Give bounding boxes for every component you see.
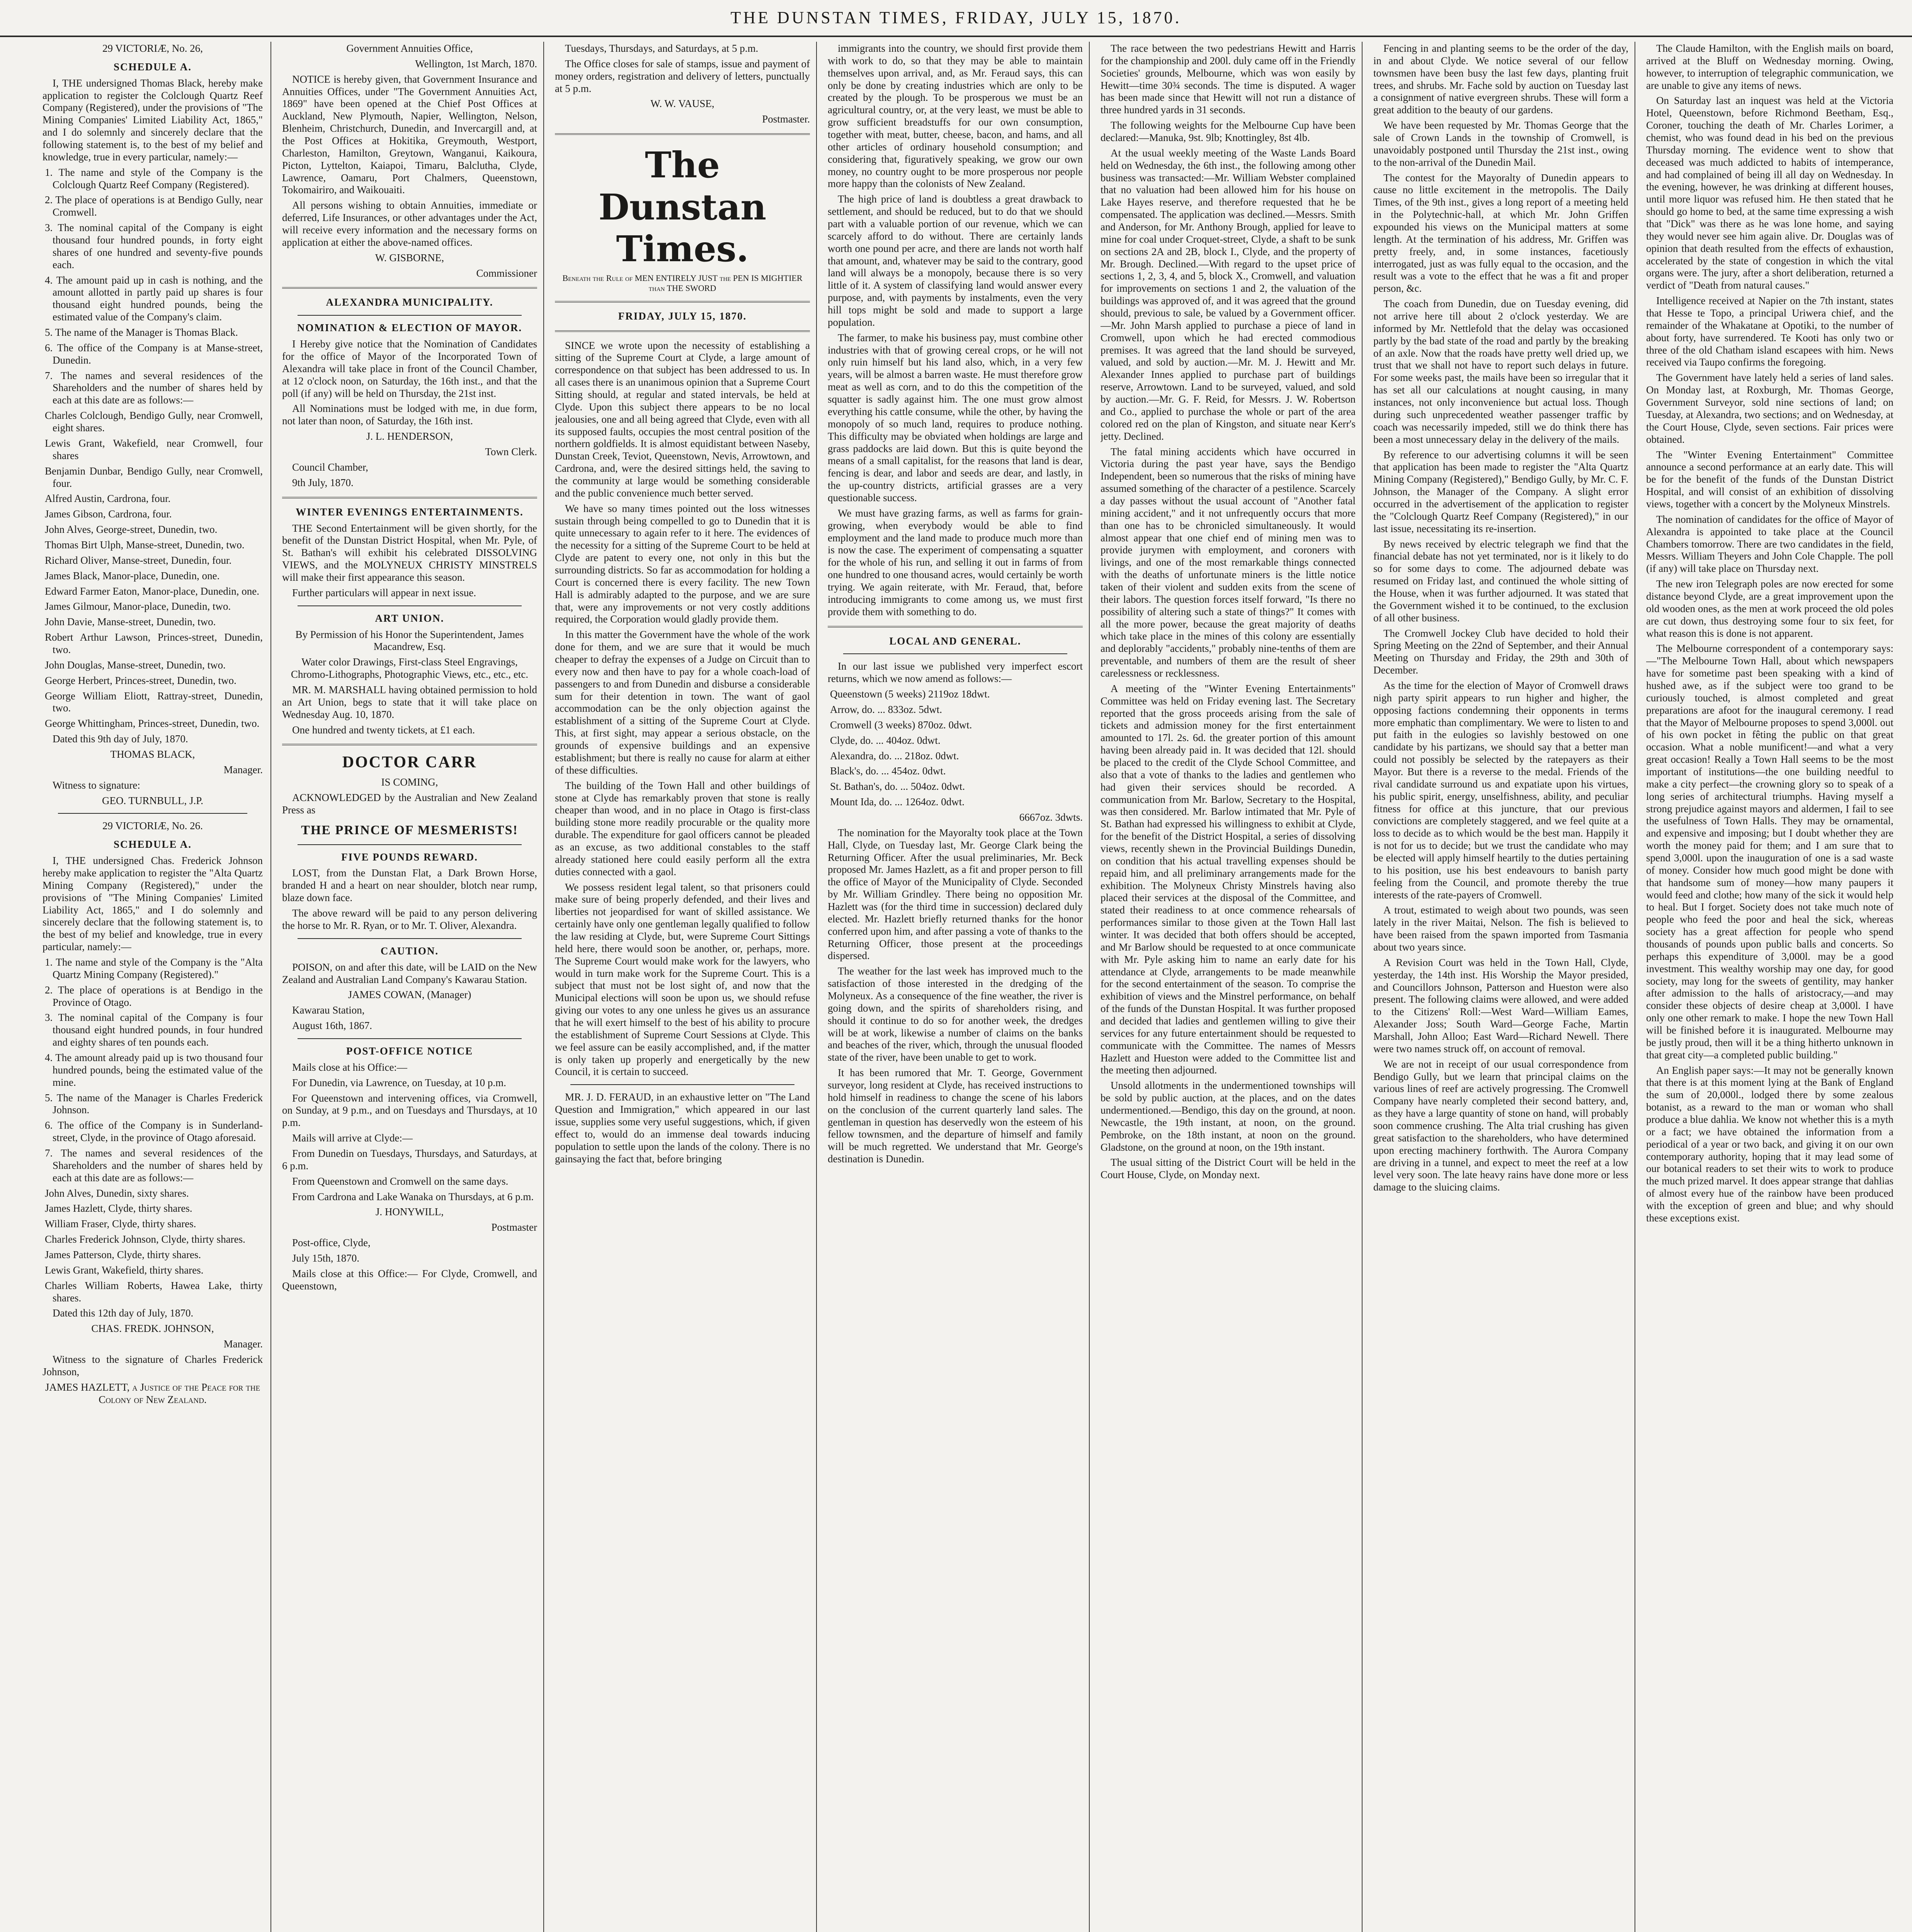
notice-body: Mails will arrive at Clyde:—: [292, 1132, 413, 1144]
escort-row: Clyde, do. ... 404oz. 0dwt.: [830, 734, 941, 746]
article-paragraph: At the usual weekly meeting of the Waste Lands Board held on Wednesday, the 6th inst., the following among other business was transacted:—Mr. William Webster complained that no valuation had been allowed him for his house on Lake Hayes reserve, and therefore requested that he be compensated. The application was declined.—Messrs. Smith and Anderson, for Mr. Anthony Brough, applied for leave to mine for coal under Croquet-street, Clyde, a shaft to be sunk on sections 2A and 2B, block I., Clyde, and the property of Mr. Brough. Declined.—With regard to the upset price of sections 1, 2, 3, 4, and 5, block X., Cromwell, and valuation for improvements on sections 1 and 2, the valuation of the buildings was approved of, and it was agreed that the ground should, previous to sale, be valued by a Government officer.—Mr. John Marsh applied to purchase a piece of land in Cromwell, upon which he had erected commodious premises. It was agreed that the land should be surveyed, valued, and sold by auction.—Mr. M. J. Hewitt and Mr. Alexander Innes applied to purchase part of buildings reserve, Arrowtown. Land to be surveyed, valued, and sold by auction.—Mr. G. F. Reid, for Messrs. J. W. Robertson and Co., applied to purchase the whole or part of the area colored red on the plan of Kingston, and situate near Kerr's jetty. Declined.: [1101, 147, 1356, 442]
column-3: [555, 43, 810, 1932]
article-paragraph: We are not in receipt of our usual correspondence from Bendigo Gully, but we learn that principal claims on the various lines of reef are actively progressing. The Cromwell Company have nearly completed their second battery, and, as they have a large quantity of stone on hand, will probably soon commence crushing. The Alta trial crushing has given great satisfaction to the shareholders, who have determined upon erecting machinery forthwith. The Aurora Company are driving in a tunnel, and expect to meet the reef at a low level very soon. The late heavy rains have done more or less damage to the sluicing claims.: [1373, 1058, 1628, 1193]
divider: [282, 744, 537, 745]
article-paragraph: The fatal mining accidents which have occurred in Victoria during the past year have, says the Bendigo Independent, been so numerous that the risks of mining have assumed something of the character of a pestilence. Scarcely a day passes without the usual account of "Another fatal mining accident," and it not unfrequently occurs that more than one has to be chronicled simultaneously. It would almost appear that one chief end of mining men was to provide jurymen with employment, and coroners with livings, and one of the most remarkable things connected with the deaths of unfortunate miners is the little notice taken of their violent and sudden exits from the scene of their labors. The question forces itself forward, "Is there no possibility of altering such a state of things?" It comes with all the more power, because the great majority of deaths which take place in the mines of this colony are essentially and deplorably "accidents," probably nine-tenths of them are preventable, and numbers of them are the result of sheer carelessness or recklessness.: [1101, 446, 1356, 679]
notice-body: LOST, from the Dunstan Flat, a Dark Brown Horse, branded H and a heart on near shoulder, blotch near rump, blaze down face.: [282, 867, 537, 904]
act-item: 1. The name and style of the Company is the "Alta Quartz Mining Company (Registered).": [45, 956, 263, 980]
shareholder: William Fraser, Clyde, thirty shares.: [45, 1218, 196, 1230]
shareholder: James Hazlett, Clyde, thirty shares.: [45, 1202, 192, 1214]
notice-body: From Queenstown and Cromwell on the same days.: [292, 1175, 509, 1187]
article-paragraph: By news received by electric telegraph we find that the financial debate has not yet terminated, nor is it likely to do so for some days to come. The adjourned debate was resumed on Friday last, and continued the whole sitting of the House, when it was further adjourned. It was stated that the Government wished it to be continued, to the exclusion of all other business.: [1373, 538, 1628, 624]
shareholder: James Gibson, Cardrona, four.: [45, 508, 172, 520]
notice-place: Post-office, Clyde,: [292, 1237, 371, 1249]
article-paragraph: The "Winter Evening Entertainment" Committee announce a second performance at an early date. This will be for the benefit of the funds of the Dunstan District Hospital, and will consist of an exhibition of dissolving views, together with a concert by the Molyneux Minstrels.: [1646, 449, 1893, 510]
shareholder: Richard Oliver, Manse-street, Dunedin, four.: [45, 554, 232, 566]
notice-body: From Dunedin on Tuesdays, Thursdays, and Saturdays, at 6 p.m.: [282, 1147, 537, 1172]
notice-date: 9th July, 1870.: [292, 476, 354, 488]
leader-paragraph: SINCE we wrote upon the necessity of establishing a sitting of the Supreme Court at Clyde, a large amount of correspondence on that subject has been addressed to us. In all cases there is an unanimous opinion that a Supreme Court Sitting should, at regular and stated intervals, be held at Clyde. Upon this subject there appears to be no local jealousies, one and all being agreed that Clyde, even with all its supposed faults, occupies the most central position of the northern goldfields. It is almost equidistant between Naseby, Dunstan Creek, Teviot, Queenstown, Nevis, Arrowtown, and Cardrona, and, were the desired sittings held, the saving to the community at large would be something considerable and the public convenience much better served.: [555, 339, 810, 499]
notice-body: For Queenstown and intervening offices, via Cromwell, on Sunday, at 9 p.m., and on Tuesdays and Thursdays, at 10 p.m.: [282, 1092, 537, 1129]
escort-row: St. Bathan's, do. ... 504oz. 0dwt.: [830, 781, 965, 793]
article-paragraph: The high price of land is doubtless a great drawback to settlement, and should be reduced, but to do that we should part with a valuable portion of our revenue, which we can scarcely afford to do without. There are certainly lands worth one pound per acre, and there are lands not worth half that amount, and, whatever may be said to the contrary, good land will always be a monopoly, because there is so very little of it. A system of classifying land would answer every purpose, and, with payments by instalments, even the very hill tops might be sold and made to support a large population.: [828, 193, 1083, 328]
divider: [828, 626, 1083, 628]
notice-heading: CAUTION.: [380, 945, 439, 957]
shareholder: James Black, Manor-place, Dunedin, one.: [45, 570, 220, 582]
column-2: [282, 43, 537, 1932]
shareholder: James Gilmour, Manor-place, Dunedin, two.: [45, 600, 231, 612]
shareholder: Thomas Birt Ulph, Manse-street, Dunedin, two.: [45, 539, 245, 551]
escort-total: 6667oz. 3dwts.: [1019, 811, 1083, 823]
shareholder: John Alves, Dunedin, sixty shares.: [45, 1187, 189, 1199]
shareholder: John Davie, Manse-street, Dunedin, two.: [45, 616, 216, 628]
article-paragraph: immigrants into the country, we should first provide them with work to do, so that they may be able to maintain themselves upon arrival, and, as Mr. Feraud says, this can only be done by creating industries which are only to be created by the plough. To be prosperous we must be an agricultural country, or, at the very least, we must be able to grow sufficient breadstuffs for our own consumption, together with meat, butter, cheese, bacon, and hams, and all other articles of ordinary household consumption; and considering that, figuratively speaking, we grow our own money, no country ought to be more prosperous nor people more happy than the colonists of New Zealand.: [828, 43, 1083, 190]
shareholder: Lewis Grant, Wakefield, thirty shares.: [45, 1264, 204, 1276]
article-paragraph: It has been rumored that Mr. T. George, Government surveyor, long resident at Clyde, has received instructions to hold himself in readiness to change the scene of his labors on the conclusion of the current quarterly land sales. The gentleman in question has deservedly won the esteem of his fellow townsmen, and the departure of himself and family will be much regretted. We understand that Mr. George's destination is Dunedin.: [828, 1067, 1083, 1165]
leader-paragraph: MR. J. D. FERAUD, in an exhaustive letter on "The Land Question and Immigration," which appeared in our last issue, supplies some very useful suggestions, which, if given effect to, would do an immense deal towards inducing population to settle upon the lands of the colony. There is no gainsaying the fact that, before bringing: [555, 1091, 810, 1165]
notice-role: Postmaster: [491, 1221, 537, 1233]
divider: [282, 287, 537, 289]
notice-body: Mails close at this Office:— For Clyde, Cromwell, and Queenstown,: [282, 1267, 537, 1292]
divider: [298, 605, 522, 606]
notice-body: I Hereby give notice that the Nomination of Candidates for the office of Mayor of the Incorporated Town of Alexandra will take place in front of the Council Chamber, at 12 o'clock noon, on Saturday, the 16th inst., and that the poll (if any) will be held on Thursday, the 21st inst.: [282, 338, 537, 399]
notice-body: By Permission of his Honor the Superintendent, James Macandrew, Esq.: [295, 628, 524, 653]
notice-body: For Dunedin, via Lawrence, on Tuesday, at 10 p.m.: [292, 1077, 506, 1088]
escort-row: Queenstown (5 weeks) 2119oz 18dwt.: [830, 688, 990, 700]
article-paragraph: The nomination of candidates for the office of Mayor of Alexandra is appointed to take place at the Council Chambers tomorrow. There are two candidates in the field, Messrs. William Theyers and John Cole Chapple. The poll (if any) will take place on Thursday next.: [1646, 513, 1893, 575]
act-item: 3. The nominal capital of the Company is eight thousand four hundred pounds, in forty eight shares of one hundred and seventy-five pounds each.: [45, 222, 263, 270]
divider: [298, 844, 522, 845]
act-title: 29 VICTORIÆ, No. 26.: [102, 820, 203, 832]
shareholder-list: [43, 1187, 263, 1304]
article-paragraph: The race between the two pedestrians Hewitt and Harris for the championship and 200l. duly came off in the Friendly Societies' grounds, Melbourne, which was won easily by Hewitt—time 30¾ seconds. The time is disputed. A wager has been made since that Hewitt will not run a distance of three hundred yards in 31 seconds.: [1101, 43, 1356, 116]
column-rule: [543, 42, 544, 1932]
escort-row: Black's, do. ... 454oz. 0dwt.: [830, 765, 946, 777]
leader-paragraph: In this matter the Government have the whole of the work done for them, and we are sure that it would be much cheaper to defray the expenses of a Judge on Circuit than to every now and then have to pay for a whole coach-load of passengers to and from Dunedin and disburse a considerable sum for their detention in town. The want of gaol accommodation can be the only objection against the establishment of a sitting of the Supreme Court at Clyde. This, at first sight, may appear a serious obstacle, on the grounds of expensive buildings and an expensive establishment; but there is really no cause for alarm at either of these difficulties.: [555, 629, 810, 776]
column-5: [1101, 43, 1356, 1932]
article-paragraph: Intelligence received at Napier on the 7th instant, states that Hesse te Topo, a principal Uriwera chief, and the remainder of the Whakatane at Opotiki, to the number of about forty, have surrendered. Te Kooti has only two or three of the old Chatham island escapees with him. News received via Taupo confirms the foregoing.: [1646, 295, 1893, 368]
notice-body: One hundred and twenty tickets, at £1 each.: [292, 724, 475, 736]
notice-signature: JAMES COWAN, (Manager): [348, 989, 471, 1001]
divider: [282, 497, 537, 498]
shareholder: Charles William Roberts, Hawea Lake, thirty shares.: [45, 1279, 263, 1304]
article-paragraph: A meeting of the "Winter Evening Entertainments" Committee was held on Friday evening last. The Secretary reported that the gross proceeds arising from the sale of tickets and admission money for the first entertainment amounted to 17l. 2s. 6d. the greater portion of this amount having been already paid in. It was decided that 12l. should be placed to the credit of the Clyde School Committee, and also that a vote of thanks to the ladies and gentlemen who had given their services should be recorded. A communication from Mr. Barlow, Secretary to the Hospital, was then considered. Mr. Barlow intimated that Mr. Pyle of St. Bathan had expressed his willingness to exhibit at Clyde, for the benefit of the District Hospital, a series of dissolving views, recently shewn in the Provincial Buildings Dunedin, on condition that his actual travelling expenses should be repaid him, and all preliminary arrangements made for the exhibition. The Molyneux Christy Minstrels having also placed their services at the disposal of the Committee, and stated their readiness to at once commence rehearsals of performances similar to those given at the Town Hall last winter. It was decided that both offers should be accepted, and Mr Barlow should be requested to at once communicate with Mr. Pyle asking him to name an early date for his attendance at Clyde, arrangements to be made meanwhile for the second entertainment of the season. To comprise the exhibition of views and the Minstrel performance, on behalf of the funds of the Dunstan Hospital. It was further proposed and decided that ladies and gentlemen willing to give their services for any future entertainment should be requested to communicate with the Committee. The names of Messrs Hazlett and Hueston were added to the Committee list and the meeting then adjourned.: [1101, 682, 1356, 1076]
column-rule: [816, 42, 817, 1932]
notice-subheading: NOMINATION & ELECTION OF MAYOR.: [297, 322, 522, 334]
act-item: 5. The name of the Manager is Charles Frederick Johnson.: [45, 1092, 263, 1116]
act-item: 7. The names and several residences of the Shareholders and the number of shares held by each at this date are as follows:—: [45, 1147, 263, 1184]
shareholder: Edward Farmer Eaton, Manor-place, Dunedin, one.: [45, 585, 260, 597]
act-signature: CHAS. FREDK. JOHNSON,: [91, 1323, 214, 1335]
notice-body: Further particulars will appear in next issue.: [292, 587, 476, 599]
divider: [58, 813, 247, 814]
article-paragraph: In our last issue we published very imperfect escort returns, which we now amend as follows:—: [828, 660, 1083, 685]
notice-signature: J. HONYWILL,: [375, 1206, 444, 1218]
act-title: 29 VICTORIÆ, No. 26,: [102, 43, 203, 54]
notice-heading: FIVE POUNDS REWARD.: [341, 851, 478, 863]
newspaper-motto: Beneath the Rule of MEN ENTIRELY JUST the PEN IS MIGHTIER than THE SWORD: [562, 273, 803, 293]
shareholder: George William Eliott, Rattray-street, Dunedin, two.: [45, 690, 263, 714]
notice-body: All Nominations must be lodged with me, in due form, not later than noon, of Saturday, the 16th inst.: [282, 403, 537, 427]
divider: [555, 330, 810, 332]
article-paragraph: The usual sitting of the District Court will be held in the Court House, Clyde, on Monday next.: [1101, 1156, 1356, 1181]
escort-row: Mount Ida, do. ... 1264oz. 0dwt.: [830, 796, 965, 808]
shareholder: Benjamin Dunbar, Bendigo Gully, near Cromwell, four.: [45, 465, 263, 489]
article-paragraph: Unsold allotments in the undermentioned townships will be sold by public auction, at the places, and on the dates undermentioned.—Bendigo, this day on the ground, at noon. Newcastle, the 19th instant, at noon, on the ground. Pembroke, on the 18th instant, at noon on the ground. Gladstone, on the ground at noon, on the 19th instant.: [1101, 1080, 1356, 1153]
notice-role: Town Clerk.: [485, 446, 537, 458]
shareholder: Charles Colclough, Bendigo Gully, near Cromwell, eight shares.: [45, 410, 263, 434]
column-4: [828, 43, 1083, 1932]
article-paragraph: A trout, estimated to weigh about two pounds, was seen lately in the river Maitai, Nelson. The fish is believed to have been raised from the spawn imported from Tasmania about two years since.: [1373, 904, 1628, 953]
section-heading: LOCAL AND GENERAL.: [889, 635, 1021, 647]
advert-subheading: IS COMING,: [381, 776, 438, 788]
notice-role: Postmaster.: [762, 113, 810, 125]
page-header: THE DUNSTAN TIMES, FRIDAY, JULY 15, 1870.: [0, 0, 1912, 37]
article-paragraph: By reference to our advertising columns it will be seen that application has been made to register the "Alta Quartz Mining Company (Registered)," Bendigo Gully, by Mr. C. F. Johnson, the Manager of the Company. A slight error occurred in the advertisement of the application to register the "Colclough Quartz Reef Company (Registered)," in our last issue, necessitating its re-insertion.: [1373, 449, 1628, 534]
shareholder: John Alves, George-street, Dunedin, two.: [45, 524, 218, 536]
act-item: 2. The place of operations is at Bendigo Gully, near Cromwell.: [45, 194, 263, 218]
shareholder: Charles Frederick Johnson, Clyde, thirty shares.: [45, 1233, 245, 1245]
act-items: [43, 167, 263, 406]
act-role: Manager.: [223, 764, 263, 776]
notice-body: NOTICE is hereby given, that Government Insurance and Annuities Offices, under "The Government Annuities Act, 1869" have been opened at the Chief Post Offices at Auckland, New Plymouth, Napier, Wellington, Nelson, Blenheim, Christchurch, Dunedin, and Invercargill and, at the Post Offices at Hokitika, Greymouth, Westport, Charleston, Hamilton, Greytown, Wanganui, Kaikoura, Picton, Lyttelton, Kaiapoi, Timaru, Balclutha, Clyde, Lawrence, Oamaru, Port Chalmers, Queenstown, Tokomairiro, and Waikouaiti.: [282, 73, 537, 196]
article-paragraph: The farmer, to make his business pay, must combine other industries with that of growing cereal crops, or he will not only ruin himself but his land also, which, in a very few years, will be almost a barren waste. He must therefore grow meat as well as corn, and to do this the competition of the squatter is sadly against him. The one must grow almost everything his cattle consume, while the other, by having the monopoly of so much land, requires to produce nothing. This difficulty may be obviated when holdings are large and grass paddocks are laid down. But this is quite beyond the means of a small capitalist, for the reasons that land is dear, fencing is dear, and labor and seeds are dear, and lastly, in the up-country districts, artificial grasses are a very questionable success.: [828, 332, 1083, 503]
notice-body: Water color Drawings, First-class Steel Engravings, Chromo-Lithographs, Photographic Views, etc., etc., etc.: [291, 656, 529, 680]
article-paragraph: A Revision Court was held in the Town Hall, Clyde, yesterday, the 14th inst. His Worship the Mayor presided, and Councillors Johnson, Patterson and Hueston were also present. The following claims were allowed, and were added to the Citizens' Roll:—West Ward—William Eames, Alexander Joss; South Ward—George Fache, Martin Marshall, John Alloo; East Ward—Richard Newell. There were two names struck off, on account of removal.: [1373, 956, 1628, 1054]
notice-body: All persons wishing to obtain Annuities, immediate or deferred, Life Insurances, or other advantages under the Act, will receive every information and the necessary forms on application at either the above-named offices.: [282, 199, 537, 248]
notice-date: August 16th, 1867.: [292, 1020, 373, 1032]
act-witness-name: GEO. TURNBULL, J.P.: [102, 794, 204, 806]
notice-body: The above reward will be paid to any person delivering the horse to Mr. R. Ryan, or to Mr. T. Oliver, Alexandra.: [282, 907, 537, 931]
notice-body: From Cardrona and Lake Wanaka on Thursdays, at 6 p.m.: [292, 1190, 534, 1202]
act-intro: I, THE undersigned Thomas Black, hereby make application to register the Colclough Quartz Reef Company (Registered), under the provisions of "The Mining Companies' Limited Liability Act, 1865," and I do solemnly and sincerely declare that the following statement is, to the best of my belief and knowledge, true in every particular, namely:—: [43, 77, 263, 163]
article-paragraph: The new iron Telegraph poles are now erected for some distance beyond Clyde, are a great improvement upon the old wooden ones, as the men at work proceed the old poles are cut down, thus destroying some four to six feet, for what reason this is done is not apparent.: [1646, 578, 1893, 639]
shareholder: John Douglas, Manse-street, Dunedin, two.: [45, 659, 226, 671]
shareholder: Robert Arthur Lawson, Princes-street, Dunedin, two.: [45, 631, 263, 655]
leader-paragraph: The building of the Town Hall and other buildings of stone at Clyde has remarkably proven that stone is really cheaper than wood, and in no place in Otago is first-class building stone more readily procurable or the quality more durable. The expenditure for gaol officers cannot be pleaded as an excuse, as two additional constables to the staff already stationed here could easily perform all the extra duties connected with a gaol.: [555, 779, 810, 878]
notice-signature: W. W. VAUSE,: [650, 98, 714, 110]
office-date: Wellington, 1st March, 1870.: [415, 58, 537, 70]
article-paragraph: We must have grazing farms, as well as farms for grain-growing, when everybody would be able to find employment and the land made to produce much more than is now the case. The experiment of compensating a squatter for the whole of his run, and selling it out in farms of from one hundred to one thousand acres, would certainly be worth trying. We again reiterate, with Mr. Feraud, that, before introducing immigrants to come among us, we must first provide them with something to do.: [828, 507, 1083, 617]
act-witness: Witness to signature:: [53, 779, 140, 791]
notice-heading: ALEXANDRA MUNICIPALITY.: [326, 296, 493, 308]
office-heading: Government Annuities Office,: [346, 43, 473, 54]
shareholder: George Herbert, Princes-street, Dunedin, two.: [45, 674, 236, 686]
act-item: 6. The office of the Company is at Manse-street, Dunedin.: [45, 342, 263, 366]
shareholder: James Patterson, Clyde, thirty shares.: [45, 1249, 201, 1261]
notice-body: Tuesdays, Thursdays, and Saturdays, at 5 p.m.: [565, 43, 759, 54]
divider: [555, 133, 810, 135]
shareholder: Alfred Austin, Cardrona, four.: [45, 493, 171, 505]
advert-body: ACKNOWLEDGED by the Australian and New Zealand Press as: [282, 791, 537, 816]
article-paragraph: The Melbourne correspondent of a contemporary says:—"The Melbourne Town Hall, about which newspapers have for sometime past been speaking with a kind of hushed awe, as if the subject were too grand to be curiously touched, is almost completed and great preparations are afoot for the inaugural ceremony. I read that the Mayor of Melbourne proposes to spend 3,000l. out of his own pocket in fêting the public on that great occasion. What a noble munificent!—and what a very great occasion! Really a Town Hall seems to be the most important of institutions—the one building needful to make a city perfect—the crowning glory so to speak of a long series of architectural triumphs. Having myself a strong prejudice against mayors and aldermen, I fail to see the usefulness of Town Halls. They may be ornamental, and expensive and imposing; but I doubt whether they are worth the money paid for them; and I am sure that to spend 3,000l. upon the inauguration of one is a sad waste of money. Consider how much good might be done with that handsome sum of money—how many paupers it would feed and clothe; how many of the sick it would help to heal. But I forget. Society does not take much note of people who feed the poor and heal the sick, whereas society has a great affection for people who spend thousands of pounds upon public balls and concerts. So perhaps this expenditure of 3,000l. may be a good investment. This wealthy worship may one day, for good society, may long for the sweets of gentility, may hanker after admission to the halls of aristocracy,—and may consider these objects of desire cheap at 3,000l. I have only one other remark to make. I hope the new Town Hall will be finished before it is inaugurated. Melbourne may be justly proud, then will it be a thing hitherto unknown in that great city—a completed public building.": [1646, 643, 1893, 1061]
article-paragraph: We have been requested by Mr. Thomas George that the sale of Crown Lands in the township of Cromwell, is unavoidably postponed until Thursday the 21st inst., owing to the non-arrival of the Dunedin Mail.: [1373, 119, 1628, 168]
notice-heading: POST-OFFICE NOTICE: [346, 1045, 473, 1057]
notice-body: MR. M. MARSHALL having obtained permission to hold an Art Union, begs to state that it will take place on Wednesday Aug. 10, 1870.: [282, 684, 537, 720]
escort-returns: [828, 688, 1083, 808]
act-item: 3. The nominal capital of the Company is four thousand eight hundred pounds, in four hundred and eighty shares of ten pounds each.: [45, 1012, 263, 1048]
divider: [555, 301, 810, 303]
issue-date: FRIDAY, JULY 15, 1870.: [618, 310, 747, 322]
article-paragraph: The Cromwell Jockey Club have decided to hold their Spring Meeting on the 22nd of September, and their Annual Meeting on Thursday and Friday, the 29th and 30th of December.: [1373, 627, 1628, 676]
divider: [570, 1084, 794, 1085]
column-1: [43, 43, 263, 1932]
newspaper-title: The Dunstan Times.: [598, 144, 767, 270]
advert-tagline: THE PRINCE OF MESMERISTS!: [301, 823, 518, 837]
notice-body: The Office closes for sale of stamps, issue and payment of money orders, registration and delivery of letters, punctually at 5 p.m.: [555, 58, 810, 94]
notice-body: THE Second Entertainment will be given shortly, for the benefit of the Dunstan District Hospital, when Mr. Pyle, of St. Bathan's will exhibit his celebrated DISSOLVING VIEWS, and the MOLYNEUX CHRISTY MINSTRELS will make their first appearance this season.: [282, 522, 537, 583]
act-witness: Witness to the signature of Charles Frederick Johnson,: [43, 1354, 263, 1378]
act-dated: Dated this 9th day of July, 1870.: [53, 733, 188, 745]
act-witness-name: JAMES HAZLETT, a Justice of the Peace for the Colony of New Zealand.: [45, 1381, 260, 1405]
divider: [298, 938, 522, 939]
notice-place: Kawarau Station,: [292, 1004, 365, 1016]
column-7: [1646, 43, 1893, 1932]
schedule-heading: SCHEDULE A.: [113, 838, 192, 850]
article-paragraph: The coach from Dunedin, due on Tuesday evening, did not arrive here till about 2 o'clock yesterday. We are informed by Mr. Nettlefold that the delay was occasioned partly by the bad state of the road and partly by the breaking of an axle. Now that the roads have pretty well dried up, we trust that we shall not have to report such delays in future. For some weeks past, the mails have been so irregular that it has set all our calculations at nought causing, in many instances, not only inconvenience but actual loss. Though during such unprecedented weather passenger traffic by coach was necessarily impeded, still we do think there has been a most unnecessary delay in the delivery of the mails.: [1373, 298, 1628, 445]
notice-place: Council Chamber,: [292, 461, 368, 473]
act-item: 4. The amount paid up in cash is nothing, and the amount allotted in partly paid up shares is four thousand eight hundred pounds, being the estimated value of the Company's claim.: [45, 274, 263, 323]
act-item: 1. The name and style of the Company is the Colclough Quartz Reef Company (Registered).: [45, 166, 263, 190]
leader-paragraph: We possess resident legal talent, so that prisoners could make sure of being properly defended, and their lives and liberties not jeopardised for want of skilled assistance. We certainly have only one gentleman legally qualified to follow the law residing at Clyde, but, were Supreme Court Sittings held here, there would soon be another, or, perhaps, more. The Supreme Court would make work for the lawyers, who would in turn make work for the Supreme Court. This is a subject that must not be lost sight of, and now that the Municipal elections will soon be upon us, we should refuse giving our votes to any one unless he gives us an assurance that he will exert himself to the best of his ability to procure the establishment of Supreme Court Sessions at Clyde. This we feel assure can be easily accomplished, and, if the matter is only taken up properly and energetically by the new Council, it is certain to succeed.: [555, 881, 810, 1078]
notice-signature: W. GISBORNE,: [375, 252, 444, 264]
shareholder-list: [43, 410, 263, 730]
notice-heading: WINTER EVENINGS ENTERTAINMENTS.: [296, 506, 524, 518]
divider: [298, 1038, 522, 1039]
escort-row: Cromwell (3 weeks) 870oz. 0dwt.: [830, 719, 972, 731]
divider: [843, 653, 1067, 654]
article-paragraph: The contest for the Mayoralty of Dunedin appears to cause no little excitement in the metropolis. The Daily Times, of the 9th inst., gives a long report of a meeting held in the Polytechnic-hall, at which Mr. John Griffen expounded his views on the Municipal matters at some length. At the termination of his address, Mr. Griffen was pretty freely, and, in some instances, facetiously interrogated, just as was fully equal to the occasion, and the result was a vote to the effect that he was a fit and proper person, &c.: [1373, 172, 1628, 294]
divider: [298, 315, 522, 316]
act-dated: Dated this 12th day of July, 1870.: [53, 1307, 194, 1319]
article-paragraph: An English paper says:—It may not be generally known that there is at this moment lying at the Bank of England the sum of 20,000l., lodged there by some zealous botanist, as a reward to the man or woman who shall produce a blue dahlia. We know not whether this is a myth or a fact; we have obtained the information from a periodical of a year or two back, and giving it on our own contemporary authority, hoping that it may lead some of our botanical readers to set their wits to work to produce the much prized marvel. It does appear strange that dahlias of almost every hue of the rainbow have been produced with the exception of green and blue; and why should these exceptions exist.: [1646, 1064, 1893, 1224]
act-item: 2. The place of operations is at Bendigo in the Province of Otago.: [45, 984, 263, 1008]
schedule-heading: SCHEDULE A.: [113, 61, 192, 73]
leader-paragraph: We have so many times pointed out the loss witnesses sustain through being compelled to go to Dunedin that it is quite unnecessary to again refer to it here. The evidences of the necessity for a sitting of the Supreme Court to be held at Clyde are patent to every one, not only in this but the surrounding districts. So far as accommodation for holding a Court is concerned there is every facility. The new Town Hall is admirably adapted to the purpose, and we are sure that, were any improvements or not very costly additions required, the Corporation would gladly provide them.: [555, 502, 810, 625]
notice-heading: ART UNION.: [375, 612, 444, 624]
article-paragraph: The nomination for the Mayoralty took place at the Town Hall, Clyde, on Tuesday last, Mr. George Clark being the Returning Officer. After the usual preliminaries, Mr. Beck proposed Mr. James Hazlett, as a fit and proper person to fill the office of Mayor of the Municipality of Clyde. Seconded by Mr. William Grindley. There being no opposition Mr. Hazlett was (for the third time in succession) declared duly elected. Mr. Hazlett briefly returned thanks for the honor conferred upon him, and after passing a vote of thanks to the Returning Officer, those present at the proceedings dispersed.: [828, 827, 1083, 962]
act-item: 6. The office of the Company is in Sunderland-street, Clyde, in the province of Otago aforesaid.: [45, 1119, 263, 1144]
notice-date: July 15th, 1870.: [292, 1252, 360, 1264]
article-paragraph: The Claude Hamilton, with the English mails on board, arrived at the Bluff on Wednesday morning. Owing, however, to interruption of telegraphic communication, we are unable to give any items of news.: [1646, 43, 1893, 91]
article-paragraph: The Government have lately held a series of land sales. On Monday last, at Roxburgh, Mr. Thomas George, Government Surveyor, sold nine sections of land; on Tuesday, at Alexandra, two sections; and on Wednesday, at the Court House, Clyde, seven sections. Fair prices were obtained.: [1646, 372, 1893, 445]
column-rule: [270, 42, 271, 1932]
escort-row: Arrow, do. ... 833oz. 5dwt.: [830, 703, 942, 715]
escort-row: Alexandra, do. ... 218oz. 0dwt.: [830, 750, 959, 762]
shareholder: Lewis Grant, Wakefield, near Cromwell, four shares: [45, 437, 263, 461]
shareholder: George Whittingham, Princes-street, Dunedin, two.: [45, 718, 260, 730]
act-signature: THOMAS BLACK,: [110, 748, 195, 760]
act-intro: I, THE undersigned Chas. Frederick Johnson hereby make application to register the "Alta Quartz Mining Company (Registered)," under the provisions of "The Mining Companies' Limited Liability Act, 1865," and I do solemnly and sincerely declare that the following statement is, to the best of my belief and knowledge, true in every particular, namely:—: [43, 855, 263, 953]
article-paragraph: As the time for the election of Mayor of Cromwell draws nigh party spirit appears to run higher and higher, the opposing factions condemning their opponents in terms more emphatic than complimentary. We were to listen to and put faith in the eulogies so lavishly bestowed on one candidate by his partizans, we should say that a better man could not possibly be selected by the ratepayers as their Mayor. But there is a reverse to the medal. Friends of the rival candidate surround us and expatiate upon his virtues, his public spirit, energy, unselfishness, ability, and peculiar fitness for office at this juncture, that our previous convictions are completely staggered, and we feel quite at a loss to decide as to which would be the best man. Happily it is not for us to decide; but we trust the candidate who may be elected will apply himself heartily to the duties pertaining to his position, use his best endeavours to banish party feeling from the Council, and promote thereby the true interests of the rate-payers of Cromwell.: [1373, 679, 1628, 901]
article-paragraph: The following weights for the Melbourne Cup have been declared:—Manuka, 9st. 9lb; Knottingley, 8st 4lb.: [1101, 119, 1356, 144]
act-item: 7. The names and several residences of the Shareholders and the number of shares held by each at this date are as follows:—: [45, 369, 263, 406]
column-rule: [1362, 42, 1363, 1932]
article-paragraph: On Saturday last an inquest was held at the Victoria Hotel, Queenstown, before Richmond Beetham, Esq., Coroner, touching the death of Mr. Charles Lorimer, a chemist, who was found dead in his bed on the previous Thursday morning. The evidence went to show that deceased was much addicted to habits of intemperance, and had complained of being ill all day on Wednesday. In the evening, however, he was drinking at different houses, until more liquor was refused him. He then stated that he should go home to bed, at the same time expressing a wish that "Dick" was there as he was lone home, and saying they would never see him again alive. Dr. Douglas was of opinion that death resulted from the effects of exhaustion, accelerated by the state of congestion in which the vital organs were. The jury, after a short deliberation, returned a verdict of "Death from natural causes.": [1646, 95, 1893, 291]
act-items: [43, 956, 263, 1184]
act-item: 5. The name of the Manager is Thomas Black.: [45, 327, 238, 338]
notice-body: Mails close at his Office:—: [292, 1061, 407, 1073]
act-role: Manager.: [223, 1338, 263, 1350]
notice-signature: J. L. HENDERSON,: [366, 430, 453, 442]
notice-body: POISON, on and after this date, will be LAID on the New Zealand and Australian Land Company's Kawarau Station.: [282, 961, 537, 985]
column-rule: [1089, 42, 1090, 1932]
advert-heading: DOCTOR CARR: [342, 753, 477, 772]
column-6: [1373, 43, 1628, 1932]
act-item: 4. The amount already paid up is two thousand four hundred pounds, being the estimated value of the mine.: [45, 1052, 263, 1088]
article-paragraph: Fencing in and planting seems to be the order of the day, in and about Clyde. We notice several of our fellow townsmen have been busy the last few days, planting fruit trees, and shrubs. Mr. Fache sold by auction on Tuesday last a consignment of native evergreen shrubs. These will form a great addition to the beauty of our gardens.: [1373, 43, 1628, 116]
notice-role: Commissioner: [476, 267, 537, 279]
article-paragraph: The weather for the last week has improved much to the satisfaction of those interested in the dredging of the Molyneux. As a consequence of the fine weather, the river is going down, and the spirits of shareholders rising, and should it continue to do so for another week, the dredges will be at work, likewise a number of claims on the banks and beaches of the river, which, through the unusual flooded state of the river, have been unable to get to work.: [828, 965, 1083, 1063]
